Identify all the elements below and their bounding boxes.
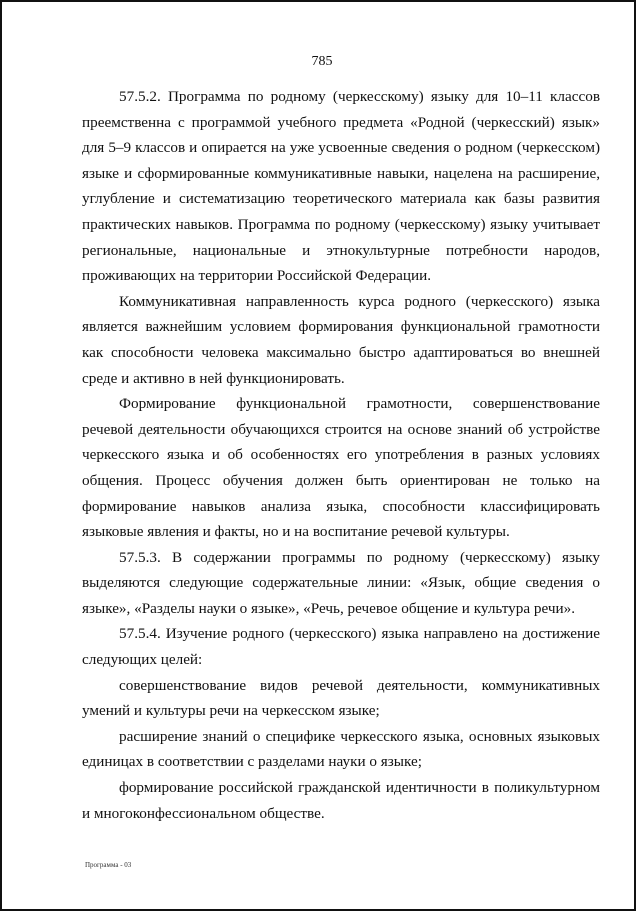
footer-label: Программа - 03	[85, 861, 132, 869]
paragraph: Коммуникативная направленность курса родного (черкесского) языка является важнейшим условием формирования функциональной грамотности как способности человека максимально быстро адаптироваться во внешней среде и активно в ней функционировать.	[82, 292, 600, 387]
paragraph: совершенствование видов речевой деятельности, коммуникативных умений и культуры речи на черкесском языке;	[82, 676, 600, 720]
page-number: 785	[311, 54, 333, 69]
paragraph: расширение знаний о специфике черкесского языка, основных языковых единицах в соответствии с разделами науки о языке;	[82, 727, 600, 771]
paragraph: формирование российской гражданской идентичности в поликультурном и многоконфессиональном обществе.	[82, 779, 600, 822]
paragraph: 57.5.4. Изучение родного (черкесского) языка направлено на достижение следующих целей:	[82, 625, 600, 669]
page-body	[82, 84, 600, 826]
paragraph: Формирование функциональной грамотности, совершенствование речевой деятельности обучающихся строится на основе знаний об устройстве черкесского языка и об особенностях его употребления в разных условиях общения. Процесс обучения должен быть ориентирован не только на формирование навыков анализа языка, способности классифицировать языковые явления и факты, но и на воспитание речевой культуры.	[82, 395, 600, 541]
paragraph: 57.5.2. Программа по родному (черкесскому) языку для 10–11 классов преемственна с программой учебного предмета «Родной (черкесский) язык» для 5–9 классов и опирается на уже усвоенные сведения о родном (черкесском) языке и сформированные коммуникативные навыки, нацелена на расширение, углубление и систематизацию теоретического материала как базы развития практических навыков. Программа по родному (черкесскому) языку учитывает региональные, национальные и этнокультурные потребности народов, проживающих на территории Российской Федерации.	[82, 88, 600, 285]
paragraph: 57.5.3. В содержании программы по родному (черкесскому) языку выделяются следующие содержательные линии: «Язык, общие сведения о языке», «Разделы науки о языке», «Речь, речевое общение и культура речи».	[82, 548, 600, 617]
